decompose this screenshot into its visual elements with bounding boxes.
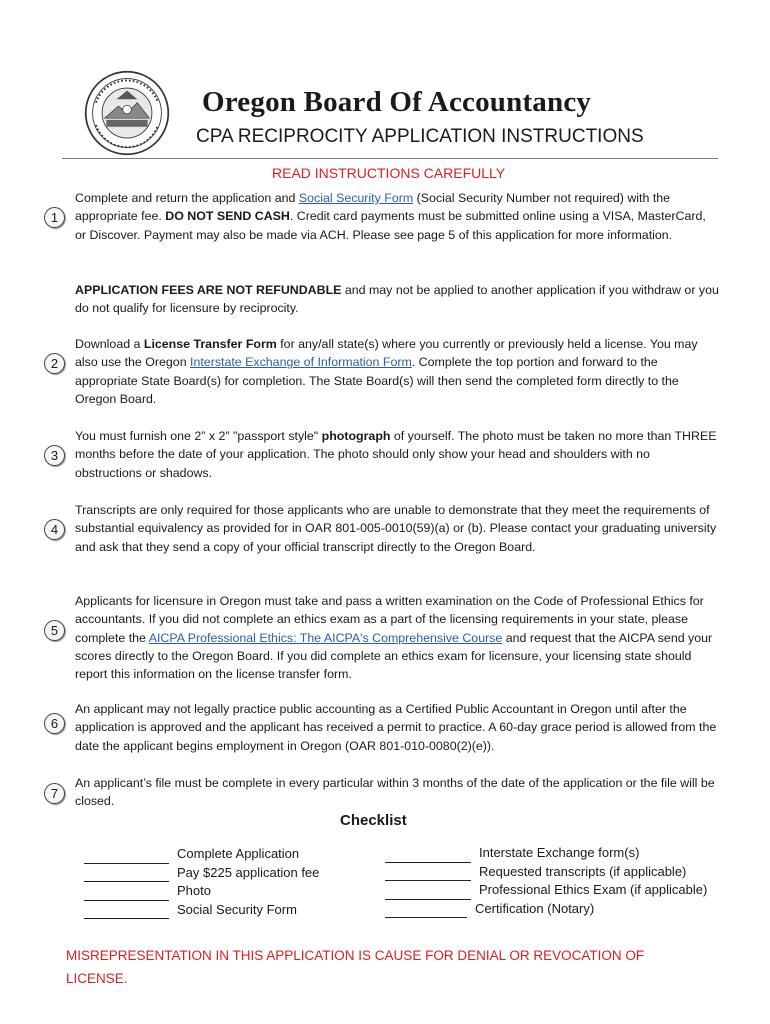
instruction-2-text-a: Download a	[75, 337, 144, 351]
checklist-label: Interstate Exchange form(s)	[479, 845, 640, 860]
interstate-exchange-form-link[interactable]: Interstate Exchange of Information Form	[190, 355, 412, 370]
checklist-blank[interactable]	[385, 903, 467, 918]
license-transfer-form-label: License Transfer Form	[143, 337, 277, 351]
instruction-2-text-c: . Complete the top portion and forward to the appropriate State Board(s) for completion. The State Board(s) will then send the completed form directly to the Oregon Board.	[75, 355, 679, 406]
misrepresentation-warning: MISREPRESENTATION IN THIS APPLICATION IS CAUSE FOR DENIAL OR REVOCATION OF LICENSE.	[66, 948, 645, 986]
checklist-label: Certification (Notary)	[475, 900, 595, 916]
checklist-blank[interactable]	[84, 867, 169, 882]
read-instructions-notice: READ INSTRUCTIONS CAREFULLY	[272, 165, 506, 181]
checklist-blank[interactable]	[385, 848, 471, 863]
step-number-6: 6	[44, 713, 65, 734]
fees-not-refundable: APPLICATION FEES ARE NOT REFUNDABLE	[75, 283, 342, 297]
instruction-1-fees	[75, 281, 720, 318]
step-number-7: 7	[44, 783, 65, 804]
instruction-1	[75, 189, 720, 244]
checklist-label: Complete Application	[177, 846, 300, 861]
checklist-blank[interactable]	[84, 904, 169, 919]
header-divider	[62, 158, 718, 159]
instruction-3-text-a: You must furnish one 2” x 2” "passport style"	[75, 429, 322, 443]
instruction-5-text-a: Applicants for licensure in Oregon must take and pass a written examination on the Code of Professional Ethics for accountants. If you did not complete an ethics exam as a part of the licensing requirements in your state, please complete the	[75, 594, 704, 645]
instruction-1-fees-text: and may not be applied to another application if you withdraw or you do not qualify for licensure by reciprocity.	[75, 283, 719, 316]
checklist-blank[interactable]	[385, 866, 471, 881]
step-number-4: 4	[44, 519, 65, 540]
checklist-blank[interactable]	[385, 885, 471, 900]
social-security-form-link[interactable]: Social Security Form	[298, 191, 414, 205]
step-number-2: 2	[44, 353, 65, 374]
aicpa-ethics-course-link[interactable]: AICPA Professional Ethics: The AICPA's Comprehensive Course	[148, 630, 503, 645]
instruction-3	[75, 427, 720, 482]
instruction-1-text-c: . Credit card payments must be submitted online using a VISA, MasterCard, or Discover. Payment may also be made via ACH. Please see page 5 of this application for more information.	[75, 209, 706, 242]
step-number-1: 1	[44, 207, 65, 228]
checklist-item	[385, 863, 707, 882]
instruction-5	[75, 592, 720, 683]
instruction-2-text-b: for any/all state(s) where you currently or previously held a license. You may also use the Oregon	[75, 337, 698, 370]
checklist-item	[84, 882, 319, 901]
checklist-label: Professional Ethics Exam (if applicable)	[479, 882, 708, 898]
photograph-label: photograph	[321, 429, 391, 443]
checklist-label: Photo	[177, 883, 211, 899]
instruction-5-text-b: and request that the AICPA send your scores directly to the Oregon Board. If you did complete an ethics exam for licensure, your licensing state should report this information on the license transfer form.	[75, 630, 713, 682]
oregon-state-seal-icon	[84, 70, 170, 156]
org-title: Oregon Board Of Accountancy	[202, 86, 592, 118]
checklist-item	[84, 845, 319, 864]
instruction-4: Transcripts are only required for those applicants who are unable to demonstrate that they meet the requirements of substantial equivalency as provided for in OAR 801-005-0010(59)(a) or (b). Please contact your graduating university and ask that they send a copy of your official transcript directly to the Oregon Board.	[75, 503, 717, 554]
checklist-item	[84, 864, 319, 883]
checklist-item	[385, 881, 707, 900]
instruction-2	[75, 335, 720, 408]
checklist-blank[interactable]	[84, 849, 169, 864]
document-title: CPA RECIPROCITY APPLICATION INSTRUCTIONS	[196, 126, 644, 147]
instruction-3-text-b: of yourself. The photo must be taken no more than THREE months before the date of your application. The photo should only show your head and shoulders with no obstructions or shadows.	[75, 429, 717, 480]
checklist-left-column	[84, 845, 319, 919]
checklist-item	[385, 844, 707, 863]
instruction-1-text-a: Complete and return the application and	[75, 191, 299, 205]
checklist-blank[interactable]	[84, 886, 169, 901]
step-number-3: 3	[44, 445, 65, 466]
checklist-title: Checklist	[340, 812, 407, 829]
checklist-label: Requested transcripts (if applicable)	[479, 863, 687, 879]
instruction-6: An applicant may not legally practice public accounting as a Certified Public Accountant in Oregon until after the application is approved and the applicant has received a permit to practice. A 60-day grace period is allowed from the date the applicant begins employment in Oregon (OAR 801-010-0080(2)(e)).	[75, 702, 717, 753]
instruction-7: An applicant’s file must be complete in every particular within 3 months of the date of the application or the file will be closed.	[75, 776, 715, 809]
checklist-label: Pay $225 application fee	[177, 864, 320, 880]
checklist-item	[84, 901, 319, 920]
checklist-right-column	[385, 844, 707, 918]
do-not-send-cash: DO NOT SEND CASH	[165, 209, 290, 224]
instruction-1-text-b: (Social Security Number not required) with the appropriate fee.	[75, 191, 671, 224]
checklist-item	[385, 900, 707, 919]
checklist-label: Social Security Form	[177, 901, 297, 917]
step-number-5: 5	[44, 620, 65, 641]
